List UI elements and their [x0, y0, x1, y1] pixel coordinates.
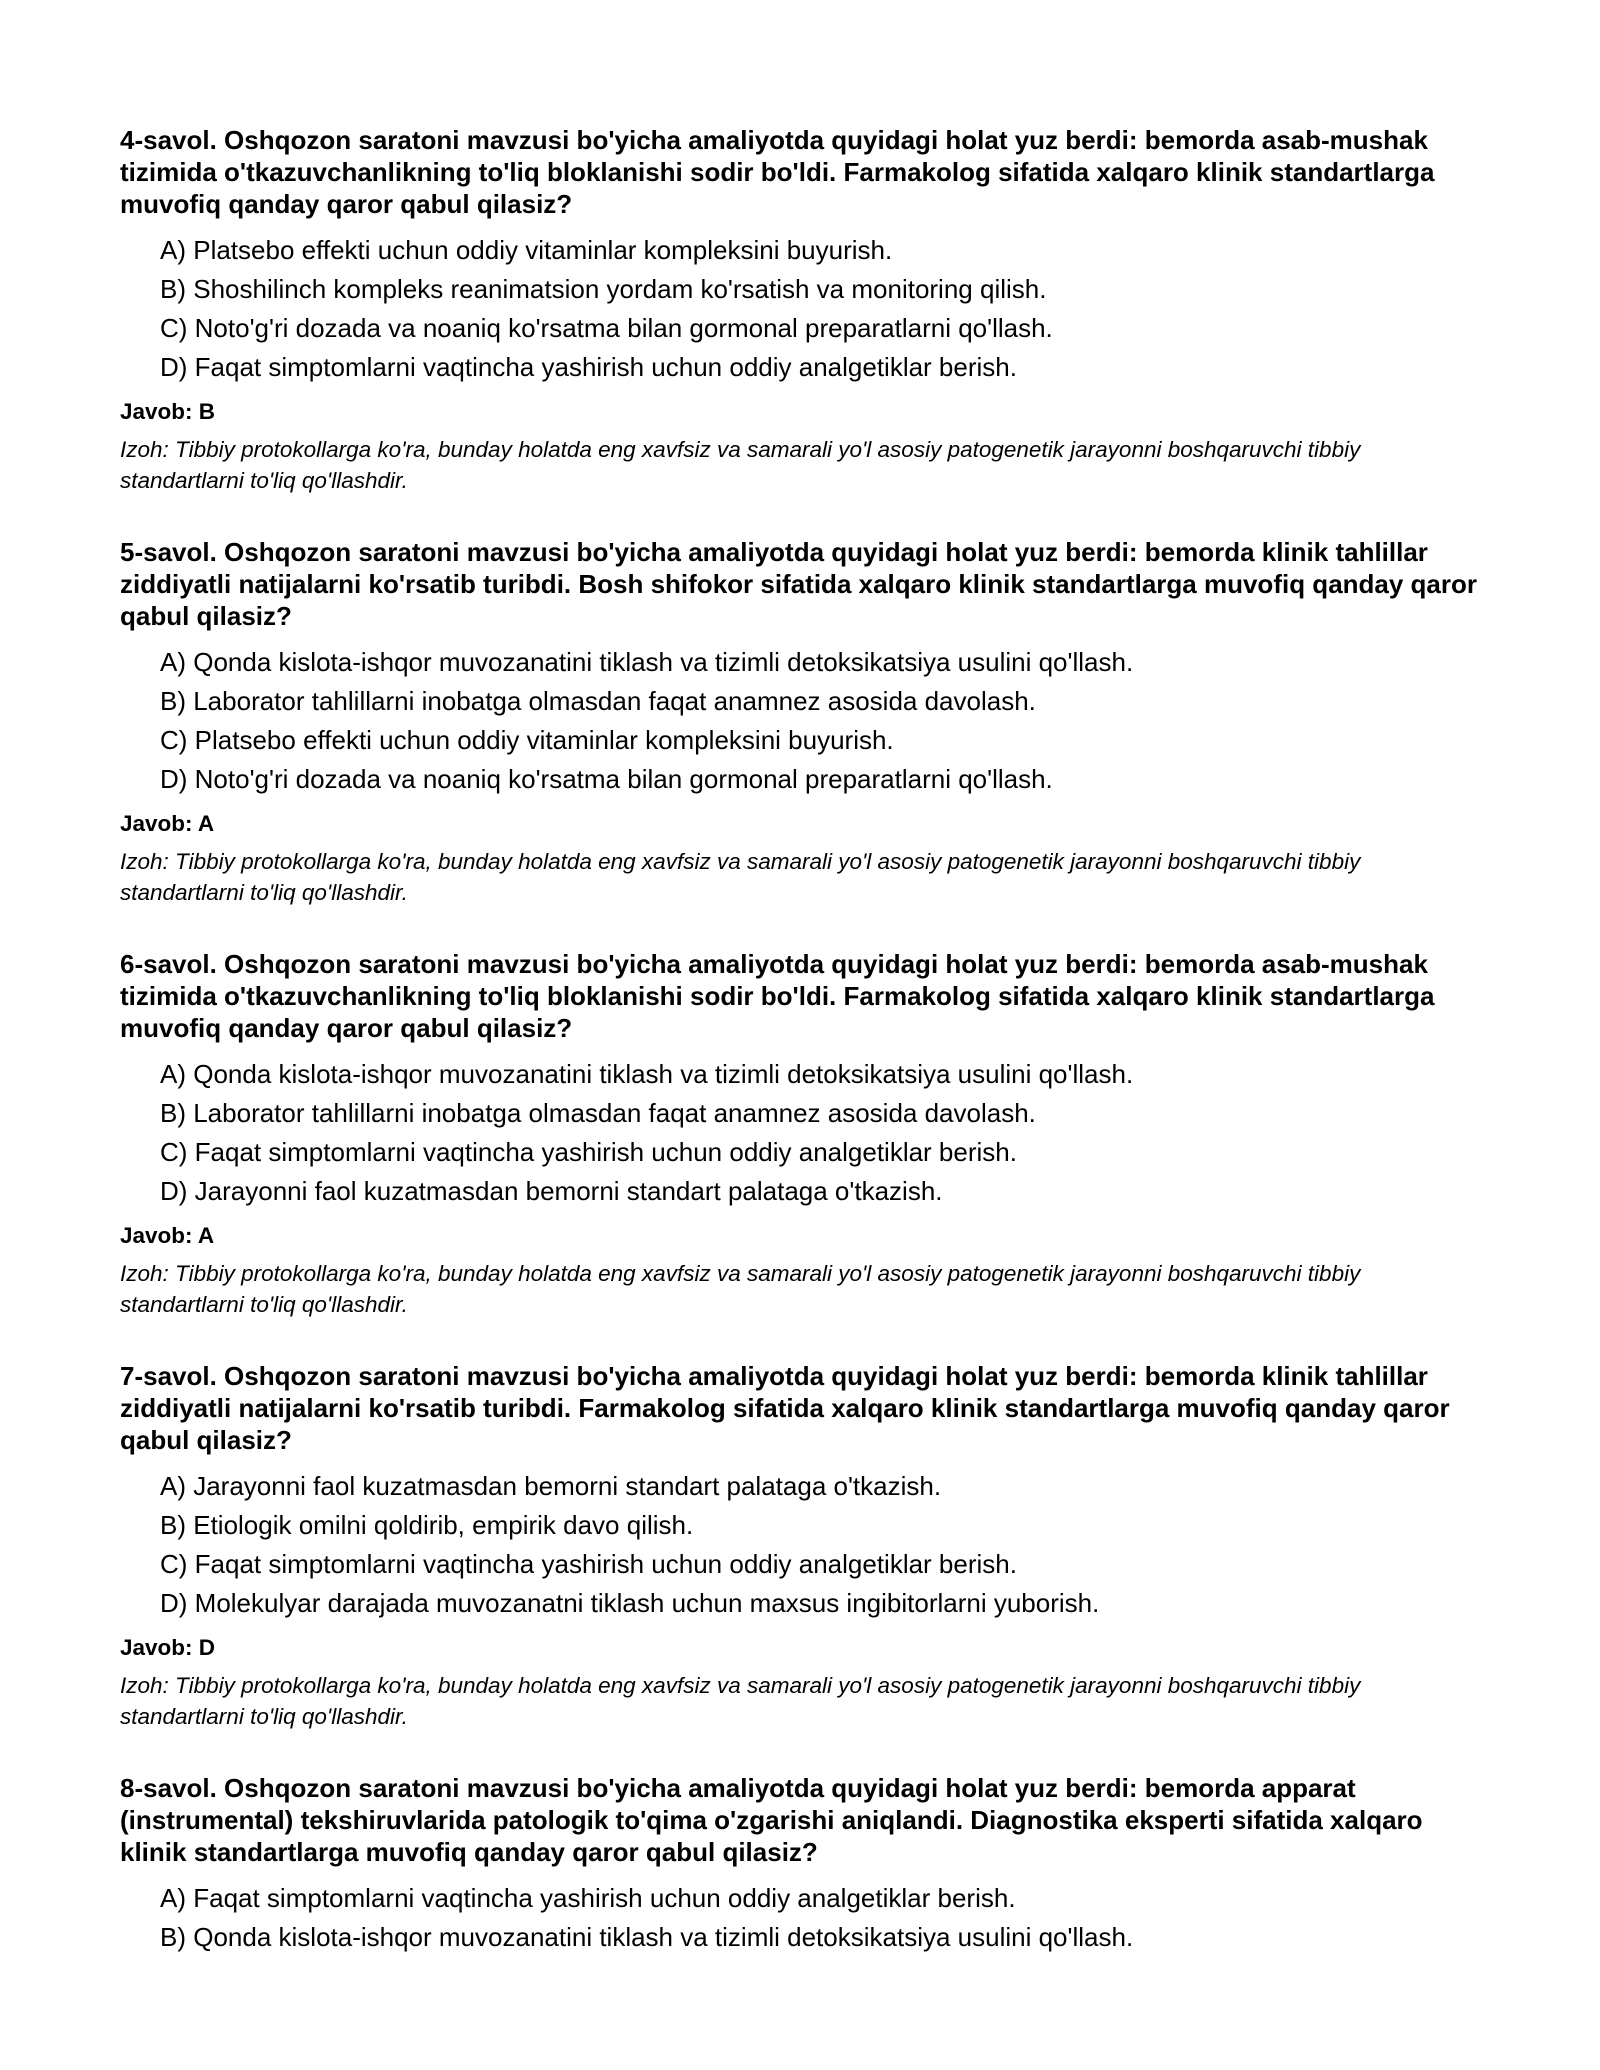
answer-label: Javob: B: [120, 399, 216, 424]
option-d: D) Jarayonni faol kuzatmasdan bemorni standart palataga o'tkazish.: [160, 1176, 943, 1206]
option-c: C) Platsebo effekti uchun oddiy vitaminlar kompleksini buyurish.: [160, 725, 894, 755]
answer-label: Javob: A: [120, 811, 215, 836]
question-text: 8-savol. Oshqozon saratoni mavzusi bo'yicha amaliyotda quyidagi holat yuz berdi: bemorda apparat (instrumental) tekshiruvlarida patologik to'qima o'zgarishi aniqlandi. Diagnostika eksperti sifatida xalqaro klinik standartlarga muvofiq qanday qaror qabul qilasiz?: [120, 1773, 1423, 1867]
option-a: A) Platsebo effekti uchun oddiy vitaminlar kompleksini buyurish.: [160, 235, 893, 265]
option-c: C) Faqat simptomlarni vaqtincha yashirish uchun oddiy analgetiklar berish.: [160, 1549, 1017, 1579]
question-block: [120, 1772, 1480, 1957]
option-c: C) Noto'g'ri dozada va noaniq ko'rsatma bilan gormonal preparatlarni qo'llash.: [160, 313, 1053, 343]
question-text: 5-savol. Oshqozon saratoni mavzusi bo'yicha amaliyotda quyidagi holat yuz berdi: bemorda klinik tahlillar ziddiyatli natijalarni ko'rsatib turibdi. Bosh shifokor sifatida xalqaro klinik standartlarga muvofiq qanday qaror qabul qilasiz?: [120, 537, 1478, 631]
option-a: A) Faqat simptomlarni vaqtincha yashirish uchun oddiy analgetiklar berish.: [160, 1883, 1016, 1913]
option-d: D) Faqat simptomlarni vaqtincha yashirish uchun oddiy analgetiklar berish.: [160, 352, 1017, 382]
option-a: A) Jarayonni faol kuzatmasdan bemorni standart palataga o'tkazish.: [160, 1471, 942, 1501]
option-list: [120, 231, 1480, 387]
answer-label: Javob: D: [120, 1635, 216, 1660]
option-list: [120, 1879, 1480, 1957]
option-a: A) Qonda kislota-ishqor muvozanatini tiklash va tizimli detoksikatsiya usulini qo'llash.: [160, 647, 1134, 677]
answer-label: Javob: A: [120, 1223, 215, 1248]
option-list: [120, 1467, 1480, 1623]
document-page: [120, 124, 1480, 1997]
option-b: B) Shoshilinch kompleks reanimatsion yordam ko'rsatish va monitoring qilish.: [160, 274, 1047, 304]
explanation-note: Izoh: Tibbiy protokollarga ko'ra, bunday holatda eng xavfsiz va samarali yo'l asosiy patogenetik jarayonni boshqaruvchi tibbiy standartlarni to'liq qo'llashdir.: [120, 437, 1361, 493]
question-text: 7-savol. Oshqozon saratoni mavzusi bo'yicha amaliyotda quyidagi holat yuz berdi: bemorda klinik tahlillar ziddiyatli natijalarni ko'rsatib turibdi. Farmakolog sifatida xalqaro klinik standartlarga muvofiq qanday qaror qabul qilasiz?: [120, 1361, 1450, 1455]
question-text: 6-savol. Oshqozon saratoni mavzusi bo'yicha amaliyotda quyidagi holat yuz berdi: bemorda asab-mushak tizimida o'tkazuvchanlikning to'liq bloklanishi sodir bo'ldi. Farmakolog sifatida xalqaro klinik standartlarga muvofiq qanday qaror qabul qilasiz?: [120, 949, 1435, 1043]
option-list: [120, 1055, 1480, 1211]
option-a: A) Qonda kislota-ishqor muvozanatini tiklash va tizimli detoksikatsiya usulini qo'llash.: [160, 1059, 1134, 1089]
explanation-note: Izoh: Tibbiy protokollarga ko'ra, bunday holatda eng xavfsiz va samarali yo'l asosiy patogenetik jarayonni boshqaruvchi tibbiy standartlarni to'liq qo'llashdir.: [120, 849, 1361, 905]
question-block: [120, 1360, 1480, 1732]
question-text: 4-savol. Oshqozon saratoni mavzusi bo'yicha amaliyotda quyidagi holat yuz berdi: bemorda asab-mushak tizimida o'tkazuvchanlikning to'liq bloklanishi sodir bo'ldi. Farmakolog sifatida xalqaro klinik standartlarga muvofiq qanday qaror qabul qilasiz?: [120, 125, 1435, 219]
option-b: B) Laborator tahlillarni inobatga olmasdan faqat anamnez asosida davolash.: [160, 1098, 1036, 1128]
option-list: [120, 643, 1480, 799]
option-b: B) Etiologik omilni qoldirib, empirik davo qilish.: [160, 1510, 694, 1540]
option-c: C) Faqat simptomlarni vaqtincha yashirish uchun oddiy analgetiklar berish.: [160, 1137, 1017, 1167]
explanation-note: Izoh: Tibbiy protokollarga ko'ra, bunday holatda eng xavfsiz va samarali yo'l asosiy patogenetik jarayonni boshqaruvchi tibbiy standartlarni to'liq qo'llashdir.: [120, 1261, 1361, 1317]
option-d: D) Noto'g'ri dozada va noaniq ko'rsatma bilan gormonal preparatlarni qo'llash.: [160, 764, 1053, 794]
option-b: B) Qonda kislota-ishqor muvozanatini tiklash va tizimli detoksikatsiya usulini qo'llash.: [160, 1922, 1134, 1952]
question-block: [120, 124, 1480, 496]
explanation-note: Izoh: Tibbiy protokollarga ko'ra, bunday holatda eng xavfsiz va samarali yo'l asosiy patogenetik jarayonni boshqaruvchi tibbiy standartlarni to'liq qo'llashdir.: [120, 1673, 1361, 1729]
question-block: [120, 536, 1480, 908]
question-block: [120, 948, 1480, 1320]
option-b: B) Laborator tahlillarni inobatga olmasdan faqat anamnez asosida davolash.: [160, 686, 1036, 716]
option-d: D) Molekulyar darajada muvozanatni tiklash uchun maxsus ingibitorlarni yuborish.: [160, 1588, 1100, 1618]
